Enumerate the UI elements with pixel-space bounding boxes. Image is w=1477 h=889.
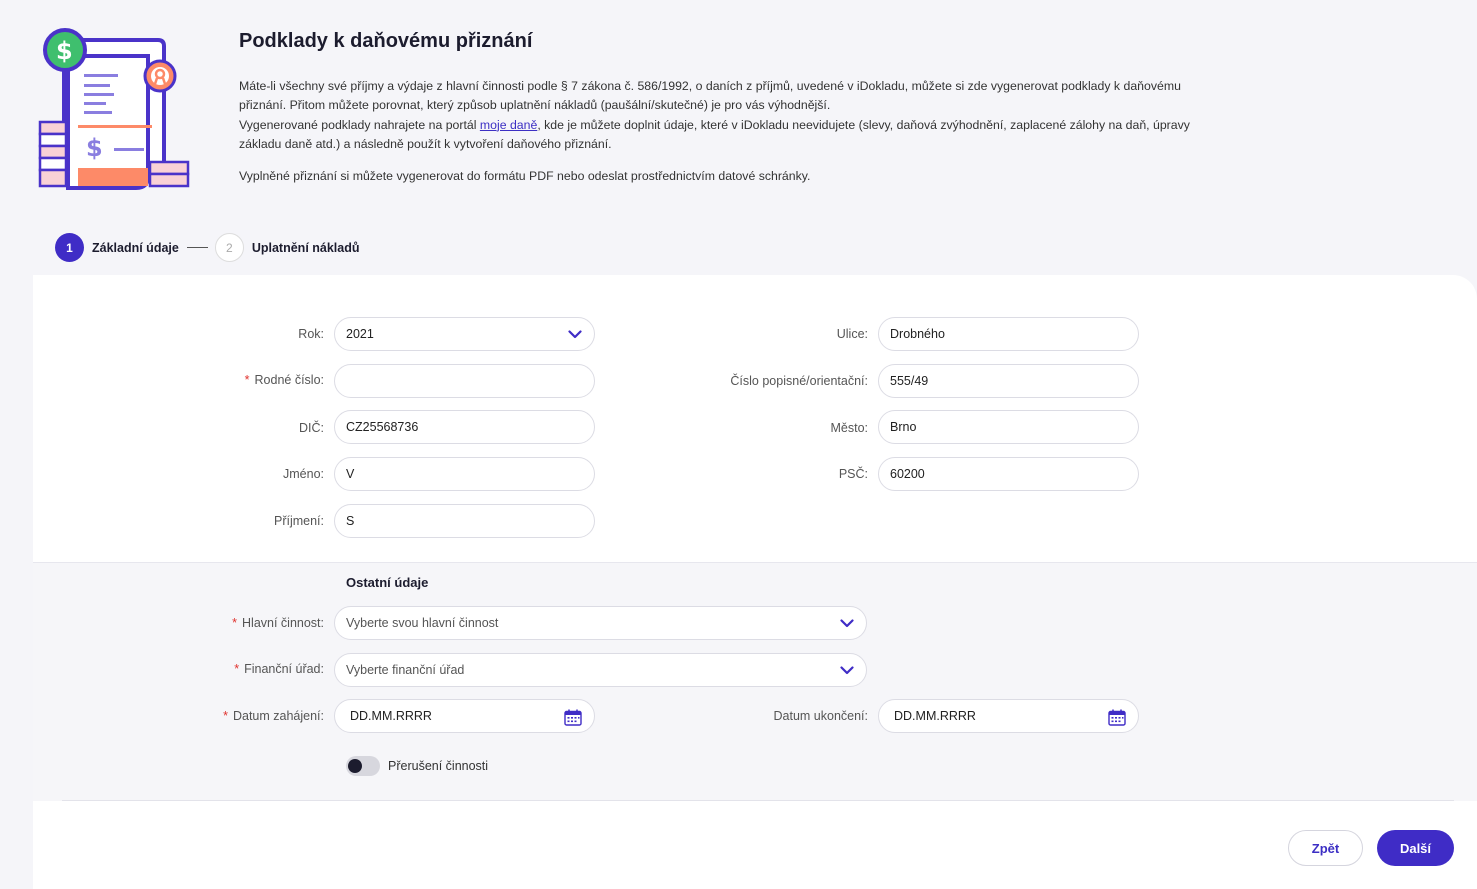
rok-select[interactable]	[334, 317, 595, 351]
datum-zahajeni-placeholder: DD.MM.RRRR	[350, 709, 432, 723]
financni-urad-label	[234, 651, 324, 687]
dic-label: DIČ:	[299, 421, 324, 435]
back-button[interactable]: Zpět	[1288, 830, 1363, 866]
intro-text	[239, 77, 1199, 186]
intro-paragraph-3: Vyplněné přiznání si můžete vygenerovat do formátu PDF nebo odeslat prostřednictvím datové schránky.	[239, 169, 811, 184]
prijmeni-label: Příjmení:	[273, 514, 324, 528]
psc-label: PSČ:	[838, 467, 868, 481]
ulice-input[interactable]: Drobného	[878, 317, 1139, 351]
psc-input[interactable]: 60200	[878, 457, 1139, 491]
intro-text-after-link: , kde je můžete doplnit údaje, které v iDokladu neevidujete (slevy, daňová zvýhodnění, zaplacené zálohy na daň, úpravy základu daně atd.) a následně použít k vytvoření daňového přiznání.	[239, 117, 1190, 151]
chevron-down-icon	[840, 619, 854, 628]
step-1-number[interactable]: 1	[55, 233, 84, 262]
hlavni-cinnost-select[interactable]	[334, 606, 867, 640]
rodne-cislo-input[interactable]	[334, 364, 595, 398]
step-connector	[187, 247, 208, 248]
moje-dane-link[interactable]: moje daně	[479, 117, 538, 132]
calendar-icon[interactable]	[1108, 709, 1126, 726]
svg-text:$: $	[86, 134, 103, 162]
hlavni-cinnost-placeholder: Vyberte svou hlavní činnost	[346, 616, 499, 630]
preruseni-cinnosti-toggle[interactable]	[346, 756, 380, 776]
required-asterisk: *	[223, 709, 228, 723]
cislo-popisne-input[interactable]: 555/49	[878, 364, 1139, 398]
tax-document-illustration	[36, 26, 196, 194]
svg-text:$: $	[56, 37, 73, 65]
rodne-cislo-label	[245, 362, 324, 398]
page-title: Podklady k daňovému přiznání	[239, 30, 533, 52]
chevron-down-icon	[568, 330, 582, 339]
ulice-label: Ulice:	[836, 327, 868, 341]
hlavni-cinnost-label-text: Hlavní činnost:	[242, 616, 324, 630]
toggle-knob	[348, 759, 362, 773]
financni-urad-select[interactable]	[334, 653, 867, 687]
rok-value: 2021	[346, 327, 374, 341]
financni-urad-label-text: Finanční úřad:	[244, 662, 324, 676]
datum-zahajeni-label-text: Datum zahájení:	[232, 709, 324, 723]
datum-zahajeni-input[interactable]	[334, 699, 595, 733]
datum-ukonceni-input[interactable]	[878, 699, 1139, 733]
rok-label: Rok:	[298, 327, 324, 341]
hlavni-cinnost-label	[232, 605, 324, 641]
intro-text-before-link: Vygenerované podklady nahrajete na portál	[239, 117, 480, 132]
next-button[interactable]: Další	[1377, 830, 1454, 866]
chevron-down-icon	[840, 666, 854, 675]
mesto-input[interactable]: Brno	[878, 410, 1139, 444]
step-1-label[interactable]: Základní údaje	[92, 240, 179, 255]
dic-input[interactable]: CZ25568736	[334, 410, 595, 444]
rodne-cislo-label-text: Rodné číslo:	[254, 373, 324, 387]
step-2-number[interactable]: 2	[215, 233, 244, 262]
calendar-icon[interactable]	[564, 709, 582, 726]
datum-ukonceni-placeholder: DD.MM.RRRR	[894, 709, 976, 723]
cislo-popisne-label: Číslo popisné/orientační:	[730, 374, 868, 388]
section-title-other: Ostatní údaje	[346, 575, 429, 590]
datum-zahajeni-label	[223, 698, 324, 734]
intro-paragraph-1: Máte-li všechny své příjmy a výdaje z hlavní činnosti podle § 7 zákona č. 586/1992, o daních z příjmů, uvedené v iDokladu, můžete si zde vygenerovat podklady k daňovému přiznání. Přitom můžete porovnat, který způsob uplatnění nákladů (paušální/skutečné) je pro vás výhodnější.	[239, 79, 1181, 113]
preruseni-cinnosti-label: Přerušení činnosti	[388, 759, 489, 773]
stepper	[55, 232, 360, 263]
jmeno-label: Jméno:	[283, 467, 324, 481]
financni-urad-placeholder: Vyberte finanční úřad	[346, 663, 465, 677]
required-asterisk: *	[234, 662, 240, 676]
prijmeni-input[interactable]: S	[334, 504, 595, 538]
intro-paragraph-2	[239, 116, 1199, 155]
required-asterisk: *	[232, 616, 238, 630]
step-2-label[interactable]: Uplatnění nákladů	[251, 240, 360, 255]
footer-divider	[62, 800, 1454, 801]
mesto-label: Město:	[830, 421, 868, 435]
required-asterisk: *	[244, 373, 250, 387]
jmeno-input[interactable]: V	[334, 457, 595, 491]
datum-ukonceni-label: Datum ukončení:	[773, 709, 868, 723]
